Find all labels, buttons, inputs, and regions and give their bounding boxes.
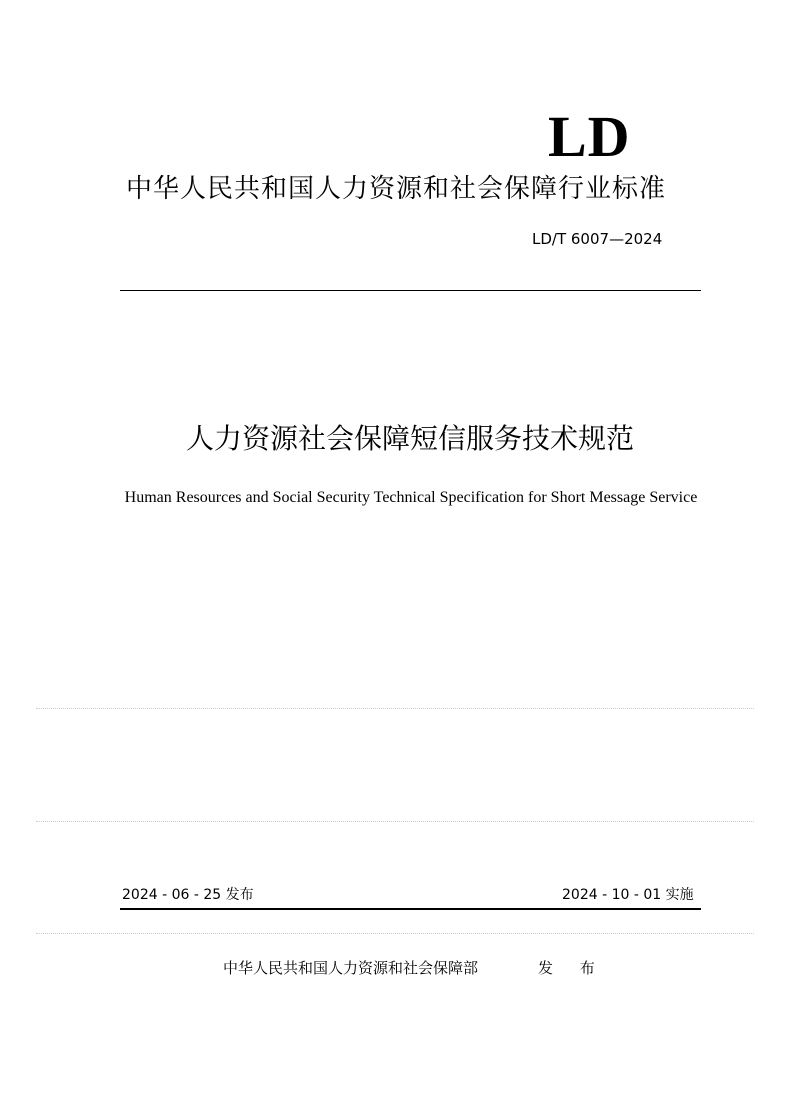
publish-label: 发 布: [538, 959, 606, 977]
document-title-english: Human Resources and Social Security Technical Specification for Short Message Service: [124, 489, 698, 506]
standard-number: LD/T 6007—2024: [532, 230, 663, 248]
issue-date: 2024 - 06 - 25 发布: [122, 887, 254, 903]
footer-divider: [120, 908, 701, 910]
dotted-separator: [36, 708, 754, 709]
effective-date: 2024 - 10 - 01 实施: [562, 887, 694, 903]
ministry-title: 中华人民共和国人力资源和社会保障行业标准: [125, 174, 666, 204]
standard-logo: LD: [548, 104, 631, 169]
dotted-separator: [36, 933, 754, 934]
header-divider: [120, 290, 701, 291]
document-title-chinese: 人力资源社会保障短信服务技术规范: [185, 422, 634, 455]
publisher-name: 中华人民共和国人力资源和社会保障部: [223, 959, 479, 977]
dotted-separator: [36, 821, 754, 822]
